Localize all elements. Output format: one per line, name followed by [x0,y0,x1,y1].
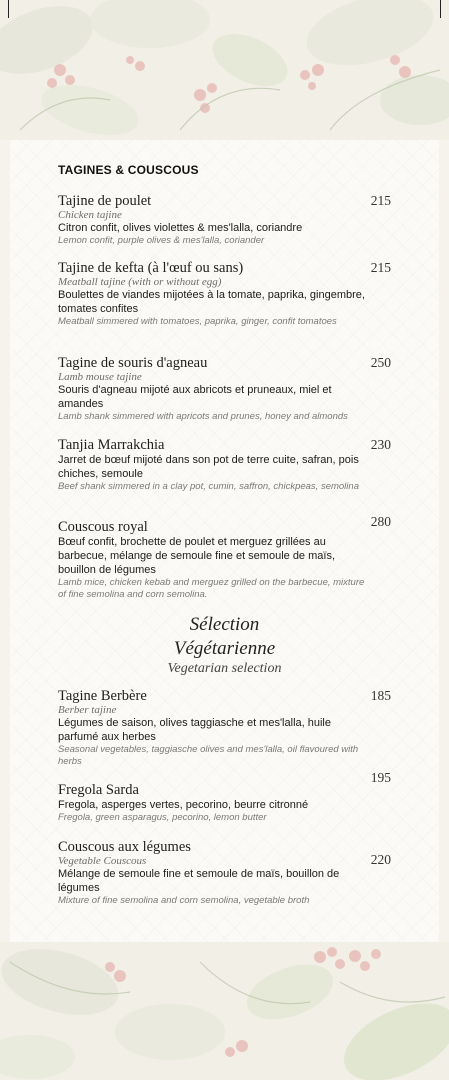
menu-item [58,839,368,907]
menu-item [58,355,368,423]
section-title: TAGINES & COUSCOUS [58,163,199,177]
item-description: Fregola, asperges vertes, pecorino, beurre citronné [58,799,309,811]
item-description-english: Lamb shank simmered with apricots and prunes, honey and almonds [58,411,348,422]
item-name: Tajine de kefta (à l'œuf ou sans) [58,260,244,276]
item-description: Légumes de saison, olives taggiasche et mes'lalla, huile parfumé aux herbes [58,717,331,743]
item-name-english: Vegetable Couscous [58,855,147,867]
menu-item [58,193,368,247]
item-name-english: Chicken tajine [58,209,122,221]
item-price: 280 [370,514,391,529]
item-name: Tajine de poulet [58,193,152,209]
item-name: Couscous aux légumes [58,839,191,855]
item-price: 215 [370,193,391,208]
item-name: Tagine de souris d'agneau [58,355,208,371]
item-name: Tagine Berbère [58,688,147,704]
item-description-english: Lamb mice, chicken kebab and merguez grilled on the barbecue, mixture of fine semolina and corn semolina. [58,577,365,600]
item-name-english: Lamb mouse tajine [58,371,142,383]
vegetarian-section-title: Sélection [189,614,260,635]
menu-item [58,782,368,824]
vegetarian-section-subtitle: Vegetarian selection [167,661,282,676]
menu-item [58,437,368,493]
item-name-english: Meatball tajine (with or without egg) [58,276,222,288]
item-price: 250 [370,355,391,370]
crop-mark [440,0,441,18]
floral-pattern-bottom [0,942,449,1080]
item-description: Souris d'agneau mijoté aux abricots et pruneaux, miel et amandes [58,384,332,410]
menu-item [58,519,368,601]
item-name: Couscous royal [58,519,148,535]
item-price: 220 [370,852,391,867]
item-name-english: Berber tajine [58,704,117,716]
crop-mark [8,0,9,18]
item-description: Jarret de bœuf mijoté dans son pot de terre cuite, safran, pois chiches, semoule [58,454,359,480]
floral-pattern-top [0,0,449,140]
vegetarian-section-title: Végétarienne [173,638,276,659]
floral-header-decoration [0,0,449,140]
item-description-english: Beef shank simmered in a clay pot, cumin, saffron, chickpeas, semolina [58,481,359,492]
item-description-english: Lemon confit, purple olives & mes'lalla, coriander [58,235,265,246]
item-price: 185 [370,688,391,703]
floral-footer-decoration [0,942,449,1080]
item-description-english: Meatball simmered with tomatoes, paprika, ginger, confit tomatoes [58,316,337,327]
item-description: Boulettes de viandes mijotées à la tomate, paprika, gingembre, tomates confites [58,289,365,315]
item-description-english: Seasonal vegetables, taggiasche olives and mes'lalla, oil flavoured with herbs [58,744,359,767]
item-description: Mélange de semoule fine et semoule de maïs, bouillon de légumes [58,868,340,894]
item-description-english: Fregola, green asparagus, pecorino, lemon butter [58,812,267,823]
item-description: Bœuf confit, brochette de poulet et merguez grillées au barbecue, mélange de semoule fine et semoule de maïs, bouillon de légumes [58,536,335,576]
item-name: Fregola Sarda [58,782,139,798]
item-description-english: Mixture of fine semolina and corn semolina, vegetable broth [58,895,310,906]
menu-item [58,688,368,768]
item-name: Tanjia Marrakchia [58,437,165,453]
item-price: 195 [370,770,391,785]
item-price: 230 [370,437,391,452]
menu-item [58,260,368,328]
item-description: Citron confit, olives violettes & mes'lalla, coriandre [58,222,303,234]
item-price: 215 [370,260,391,275]
